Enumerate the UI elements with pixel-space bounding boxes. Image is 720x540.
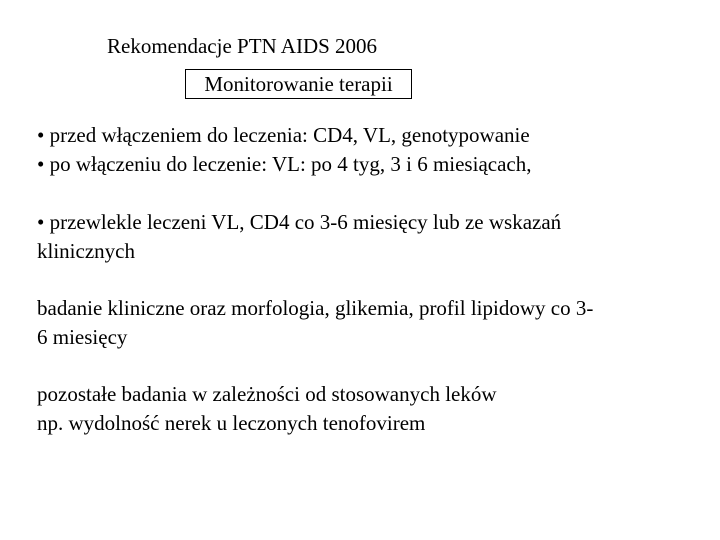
slide-title: Rekomendacje PTN AIDS 2006 — [107, 34, 378, 58]
subtitle-box — [185, 69, 412, 99]
bullet-item-1-text: • przed włączeniem do leczenia: CD4, VL, genotypowanie — [37, 123, 530, 147]
paragraph-clinical — [37, 294, 687, 352]
bullet-item-1 — [37, 121, 687, 150]
paragraph-other-tests — [37, 380, 687, 438]
bullet-item-3-line-2: klinicznych — [37, 239, 135, 263]
subtitle-text: Monitorowanie terapii — [204, 71, 393, 96]
bullet-item-2-text: • po włączeniu do leczenie: VL: po 4 tyg, 3 i 6 miesiącach, — [37, 152, 532, 176]
bullet-item-2 — [37, 150, 687, 179]
paragraph-other-tests-line-2: np. wydolność nerek u leczonych tenofovirem — [37, 411, 426, 435]
paragraph-clinical-line-1: badanie kliniczne oraz morfologia, glikemia, profil lipidowy co 3- — [37, 296, 594, 320]
bullet-item-3 — [37, 208, 687, 266]
paragraph-other-tests-line-1: pozostałe badania w zależności od stosowanych leków — [37, 382, 497, 406]
bullet-item-3-line-1: • przewlekle leczeni VL, CD4 co 3-6 miesięcy lub ze wskazań — [37, 210, 562, 234]
paragraph-clinical-line-2: 6 miesięcy — [37, 325, 128, 349]
